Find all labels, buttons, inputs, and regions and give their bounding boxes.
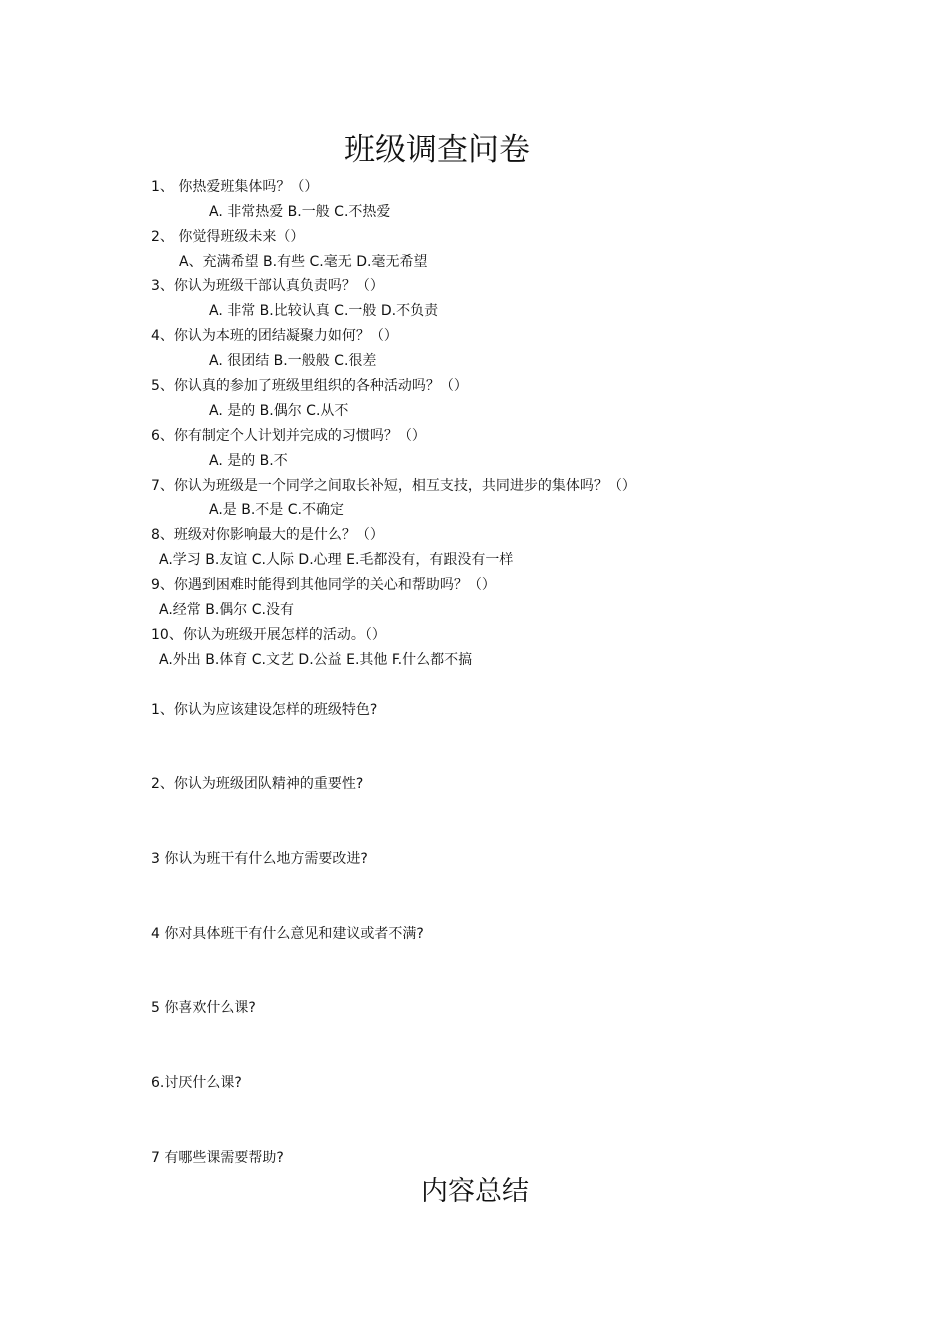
page-title: 班级调查问卷 — [344, 132, 530, 168]
question-1: 1、 你热爱班集体吗？（） — [151, 179, 319, 195]
open-question-6: 6.讨厌什么课? — [151, 1075, 242, 1091]
question-7-options: A.是 B.不是 C.不确定 — [209, 502, 344, 518]
question-1-options: A. 非常热爱 B.一般 C.不热爱 — [209, 204, 391, 220]
question-4-options: A. 很团结 B.一般般 C.很差 — [209, 353, 377, 369]
open-question-1: 1、你认为应该建设怎样的班级特色? — [151, 702, 378, 718]
question-9: 9、你遇到困难时能得到其他同学的关心和帮助吗？（） — [151, 577, 496, 593]
question-3: 3、你认为班级干部认真负责吗？（） — [151, 278, 384, 294]
question-5-options: A. 是的 B.偶尔 C.从不 — [209, 403, 349, 419]
open-question-7: 7 有哪些课需要帮助? — [151, 1150, 284, 1166]
open-question-4: 4 你对具体班干有什么意见和建议或者不满? — [151, 926, 424, 942]
open-question-2: 2、你认为班级团队精神的重要性? — [151, 776, 364, 792]
open-question-3: 3 你认为班干有什么地方需要改进? — [151, 851, 368, 867]
question-8: 8、班级对你影响最大的是什么？（） — [151, 527, 384, 543]
open-question-5: 5 你喜欢什么课? — [151, 1000, 256, 1016]
question-7: 7、你认为班级是一个同学之间取长补短，相互支技，共同进步的集体吗？（） — [151, 478, 636, 494]
summary-heading: 内容总结 — [421, 1176, 529, 1207]
question-6-options: A. 是的 B.不 — [209, 453, 288, 469]
question-2-options: A、充满希望 B.有些 C.毫无 D.毫无希望 — [179, 254, 428, 270]
question-10-options: A.外出 B.体育 C.文艺 D.公益 E.其他 F.什么都不搞 — [159, 652, 473, 668]
question-5: 5、你认真的参加了班级里组织的各种活动吗？（） — [151, 378, 468, 394]
question-6: 6、你有制定个人计划并完成的习惯吗？（） — [151, 428, 426, 444]
question-3-options: A. 非常 B.比较认真 C.一般 D.不负责 — [209, 303, 439, 319]
question-4: 4、你认为本班的团结凝聚力如何？（） — [151, 328, 398, 344]
question-10: 10、你认为班级开展怎样的活动。（） — [151, 627, 386, 643]
question-2: 2、 你觉得班级未来（） — [151, 229, 305, 245]
question-8-options: A.学习 B.友谊 C.人际 D.心理 E.毛都没有，有跟没有一样 — [159, 552, 514, 568]
question-9-options: A.经常 B.偶尔 C.没有 — [159, 602, 294, 618]
